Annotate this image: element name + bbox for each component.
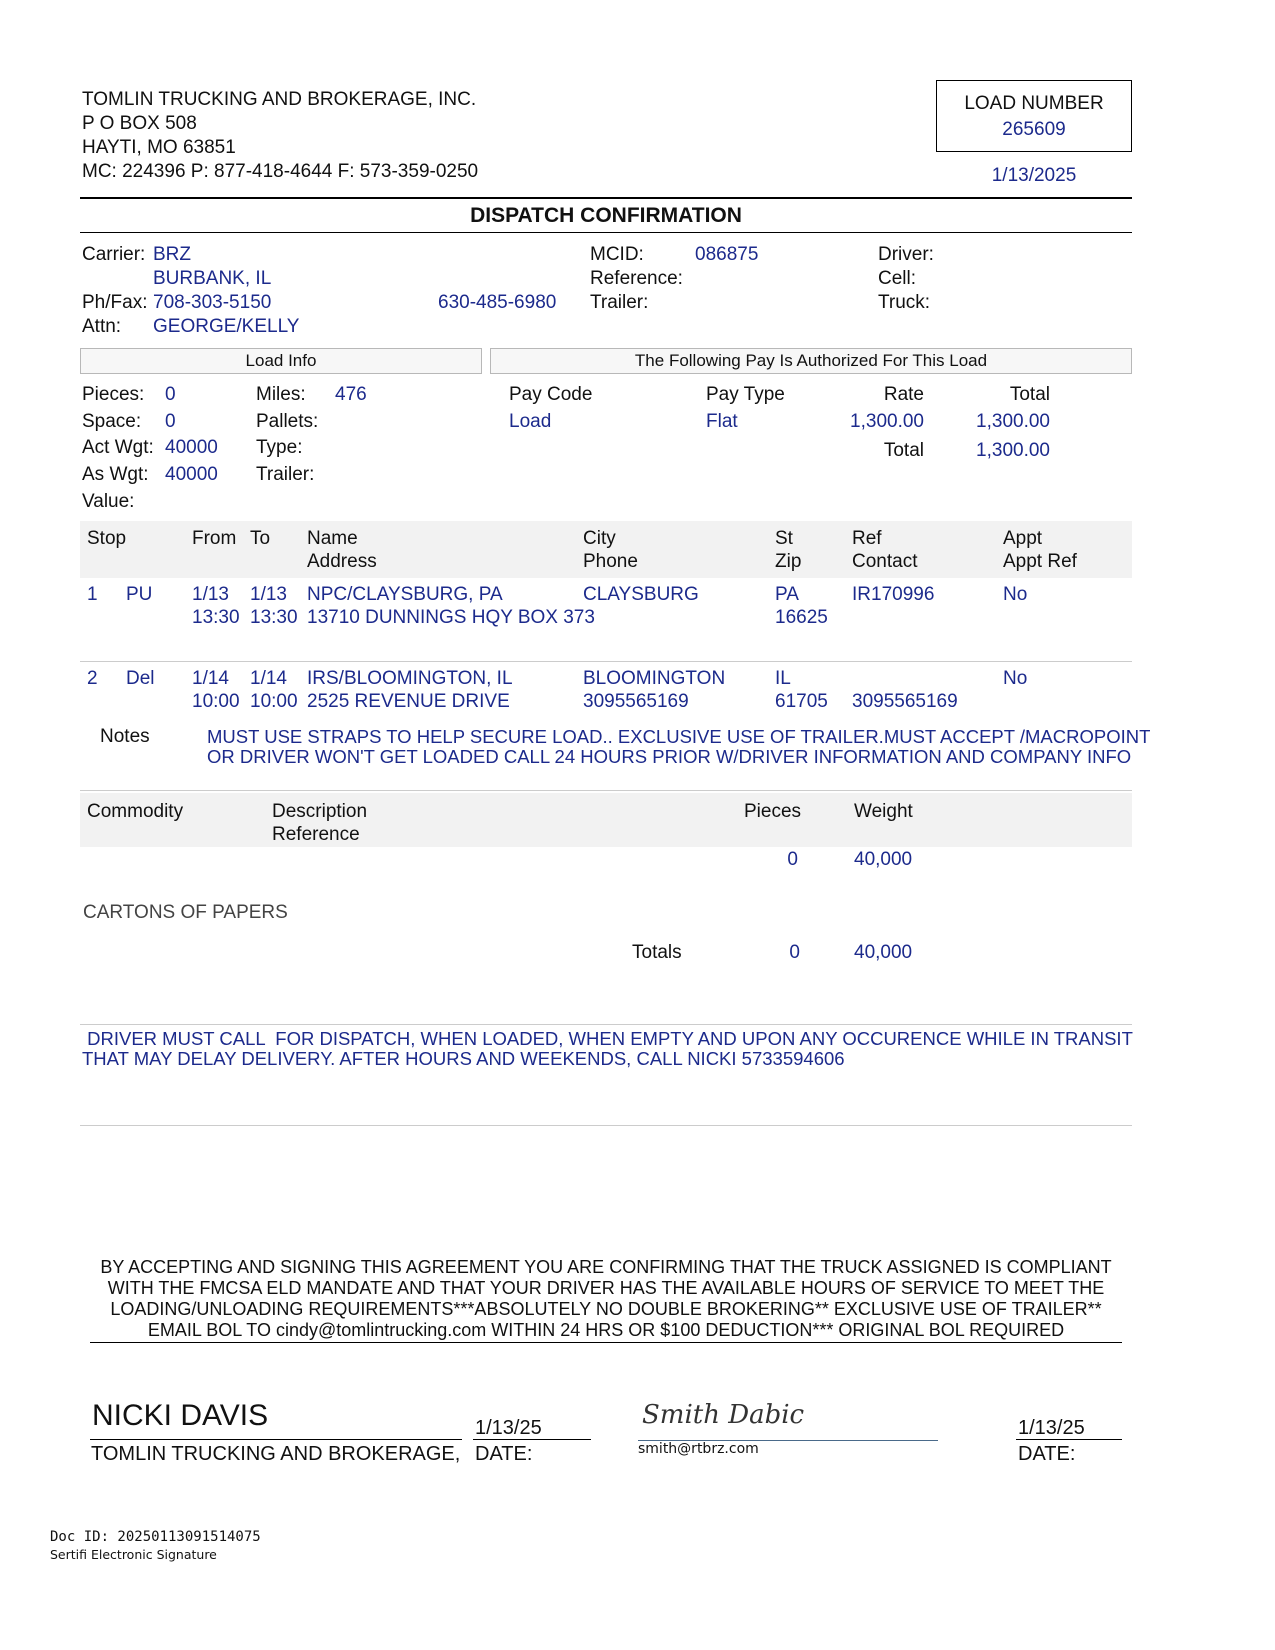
carrier-city: BURBANK, IL [153, 268, 272, 289]
stop-appt: No [1003, 584, 1028, 605]
commodity-header-band [80, 793, 1132, 847]
stop-contact: 3095565169 [852, 691, 958, 712]
driver-label: Driver: [878, 244, 934, 265]
notes-line1: MUST USE STRAPS TO HELP SECURE LOAD.. EXCLUSIVE USE OF TRAILER.MUST ACCEPT /MACROPOINT [207, 726, 1151, 747]
totals-weight: 40,000 [854, 942, 913, 963]
commodity-header-reference: Reference [272, 824, 360, 845]
pay-sum-label: Total [883, 440, 924, 461]
stop-name: NPC/CLAYSBURG, PA [307, 584, 503, 605]
agreement-rule [90, 1342, 1122, 1343]
pallets-label: Pallets: [256, 411, 319, 432]
title-bottom-rule [80, 232, 1132, 233]
stop-kind: Del [126, 668, 155, 689]
stop-to-time: 10:00 [250, 691, 298, 712]
pay-code-header: Pay Code [509, 384, 593, 405]
stop-from-date: 1/14 [192, 668, 229, 689]
pay-header: The Following Pay Is Authorized For This Load [490, 348, 1132, 374]
stops-header-zip: Zip [775, 551, 802, 572]
totals-label: Totals [632, 942, 682, 963]
carrier-date-line [1016, 1439, 1122, 1440]
stops-header-phone: Phone [583, 551, 638, 572]
carrier-fax: 630-485-6980 [438, 292, 557, 313]
company-address-line1: P O BOX 508 [82, 113, 197, 134]
phfax-label: Ph/Fax: [82, 292, 148, 313]
stop-number: 1 [87, 584, 98, 605]
broker-signer-name: NICKI DAVIS [92, 1399, 269, 1432]
carrier-email: smith@rtbrz.com [638, 1441, 759, 1457]
stops-header-appt: Appt [1003, 528, 1043, 549]
esign-label: Sertifi Electronic Signature [50, 1547, 217, 1562]
carrier-date-label: DATE: [1018, 1443, 1076, 1465]
miles-value: 476 [335, 384, 367, 405]
driver-instructions-line2: THAT MAY DELAY DELIVERY. AFTER HOURS AND WEEKENDS, CALL NICKI 5733594606 [82, 1048, 845, 1069]
pay-code: Load [509, 411, 552, 432]
load-number: 265609 [1002, 119, 1066, 140]
stop-city: BLOOMINGTON [583, 668, 726, 689]
commodity-top-rule [80, 790, 1132, 791]
stop-ref: IR170996 [852, 584, 935, 605]
stop-to-date: 1/14 [250, 668, 287, 689]
agreement-line4: EMAIL BOL TO cindy@tomlintrucking.com WITHIN 24 HRS OR $100 DEDUCTION*** ORIGINAL BOL REQUIRED [147, 1320, 1065, 1340]
mcid-value: 086875 [695, 244, 759, 265]
load-date: 1/13/2025 [991, 165, 1077, 186]
company-address-line2: HAYTI, MO 63851 [82, 137, 236, 158]
stop-zip: 61705 [775, 691, 828, 712]
company-name: TOMLIN TRUCKING AND BROKERAGE, INC. [82, 89, 477, 110]
stop-address: 13710 DUNNINGS HQY BOX 373 [307, 607, 595, 628]
pay-rate: 1,300.00 [850, 411, 924, 432]
stop-appt: No [1003, 668, 1028, 689]
carrier-date: 1/13/25 [1018, 1417, 1085, 1439]
stops-header-name: Name [307, 528, 358, 549]
instructions-bottom-rule [80, 1125, 1132, 1126]
load-info-header: Load Info [80, 348, 482, 374]
broker-date-label: DATE: [475, 1443, 533, 1465]
doc-id: Doc ID: 20250113091514075 [50, 1529, 261, 1545]
stop-state: PA [775, 584, 799, 605]
stop-kind: PU [126, 584, 153, 605]
carrier-name: BRZ [153, 244, 191, 265]
agreement-line2: WITH THE FMCSA ELD MANDATE AND THAT YOUR DRIVER HAS THE AVAILABLE HOURS OF SERVICE TO MEET THE [107, 1278, 1105, 1298]
stop-state: IL [775, 668, 791, 689]
totals-pieces: 0 [789, 942, 800, 963]
stops-header-appt-ref: Appt Ref [1003, 551, 1077, 572]
carrier-phone: 708-303-5150 [153, 292, 272, 313]
as-wgt-label: As Wgt: [82, 464, 149, 485]
stops-header-from: From [192, 528, 237, 549]
stops-header-ref: Ref [852, 528, 882, 549]
miles-label: Miles: [256, 384, 306, 405]
broker-date-line [473, 1439, 591, 1440]
act-wgt-label: Act Wgt: [82, 437, 154, 458]
stop-from-date: 1/13 [192, 584, 229, 605]
notes-line2: OR DRIVER WON'T GET LOADED CALL 24 HOURS PRIOR W/DRIVER INFORMATION AND COMPANY INFO [207, 746, 1132, 767]
pieces-label: Pieces: [82, 384, 145, 405]
commodity-pieces: 0 [787, 849, 798, 870]
stops-header-to: To [250, 528, 271, 549]
stop-from-time: 13:30 [192, 607, 240, 628]
commodity-header-description: Description [272, 801, 368, 822]
space-value: 0 [165, 411, 176, 432]
broker-date: 1/13/25 [475, 1417, 542, 1439]
pieces-value: 0 [165, 384, 176, 405]
title-top-rule [80, 197, 1132, 199]
stops-header-st: St [775, 528, 793, 549]
cell-label: Cell: [878, 268, 917, 289]
notes-label: Notes [100, 726, 150, 747]
stop-city: CLAYSBURG [583, 584, 699, 605]
stop-zip: 16625 [775, 607, 828, 628]
space-label: Space: [82, 411, 142, 432]
pay-sum: 1,300.00 [976, 440, 1050, 461]
load-trailer-label: Trailer: [256, 464, 315, 485]
broker-company: TOMLIN TRUCKING AND BROKERAGE, [91, 1443, 461, 1465]
stop-phone: 3095565169 [583, 691, 689, 712]
mcid-label: MCID: [590, 244, 644, 265]
act-wgt-value: 40000 [165, 437, 218, 458]
carrier-attn: GEORGE/KELLY [153, 316, 300, 337]
company-contact: MC: 224396 P: 877-418-4644 F: 573-359-0250 [82, 161, 479, 182]
pay-type-header: Pay Type [706, 384, 785, 405]
carrier-signature: Smith Dabic [642, 1400, 805, 1430]
stop-to-time: 13:30 [250, 607, 298, 628]
stop-number: 2 [87, 668, 98, 689]
stop-name: IRS/BLOOMINGTON, IL [307, 668, 513, 689]
stops-header-address: Address [307, 551, 377, 572]
carrier-label: Carrier: [82, 244, 146, 265]
pay-type: Flat [706, 411, 738, 432]
commodity-weight: 40,000 [854, 849, 913, 870]
pay-total-header: Total [1009, 384, 1050, 405]
pay-total: 1,300.00 [976, 411, 1050, 432]
agreement-line3: LOADING/UNLOADING REQUIREMENTS***ABSOLUTELY NO DOUBLE BROKERING** EXCLUSIVE USE OF TRAILER** [110, 1299, 1102, 1319]
agreement-line1: BY ACCEPTING AND SIGNING THIS AGREEMENT YOU ARE CONFIRMING THAT THE TRUCK ASSIGNED IS COMPLIANT [100, 1257, 1112, 1277]
as-wgt-value: 40000 [165, 464, 218, 485]
instructions-top-rule [80, 1024, 1132, 1025]
reference-label: Reference: [590, 268, 683, 289]
attn-label: Attn: [82, 316, 122, 337]
driver-instructions-line1: DRIVER MUST CALL FOR DISPATCH, WHEN LOADED, WHEN EMPTY AND UPON ANY OCCURENCE WHILE IN TRANSIT [82, 1028, 1133, 1049]
stop-divider [80, 661, 1132, 662]
stops-header-stop: Stop [87, 528, 127, 549]
stop-address: 2525 REVENUE DRIVE [307, 691, 510, 712]
stops-header-contact: Contact [852, 551, 918, 572]
load-number-label: LOAD NUMBER [964, 93, 1104, 114]
stop-to-date: 1/13 [250, 584, 287, 605]
value-label: Value: [82, 491, 135, 512]
pay-rate-header: Rate [883, 384, 924, 405]
truck-label: Truck: [878, 292, 931, 313]
broker-signature-line [90, 1439, 462, 1440]
commodity-description: CARTONS OF PAPERS [83, 902, 288, 923]
commodity-header-commodity: Commodity [87, 801, 184, 822]
stops-header-city: City [583, 528, 616, 549]
commodity-header-pieces: Pieces [744, 801, 802, 822]
page-title: DISPATCH CONFIRMATION [470, 204, 742, 227]
stop-from-time: 10:00 [192, 691, 240, 712]
commodity-header-weight: Weight [854, 801, 913, 822]
type-label: Type: [256, 437, 303, 458]
trailer-label: Trailer: [590, 292, 649, 313]
